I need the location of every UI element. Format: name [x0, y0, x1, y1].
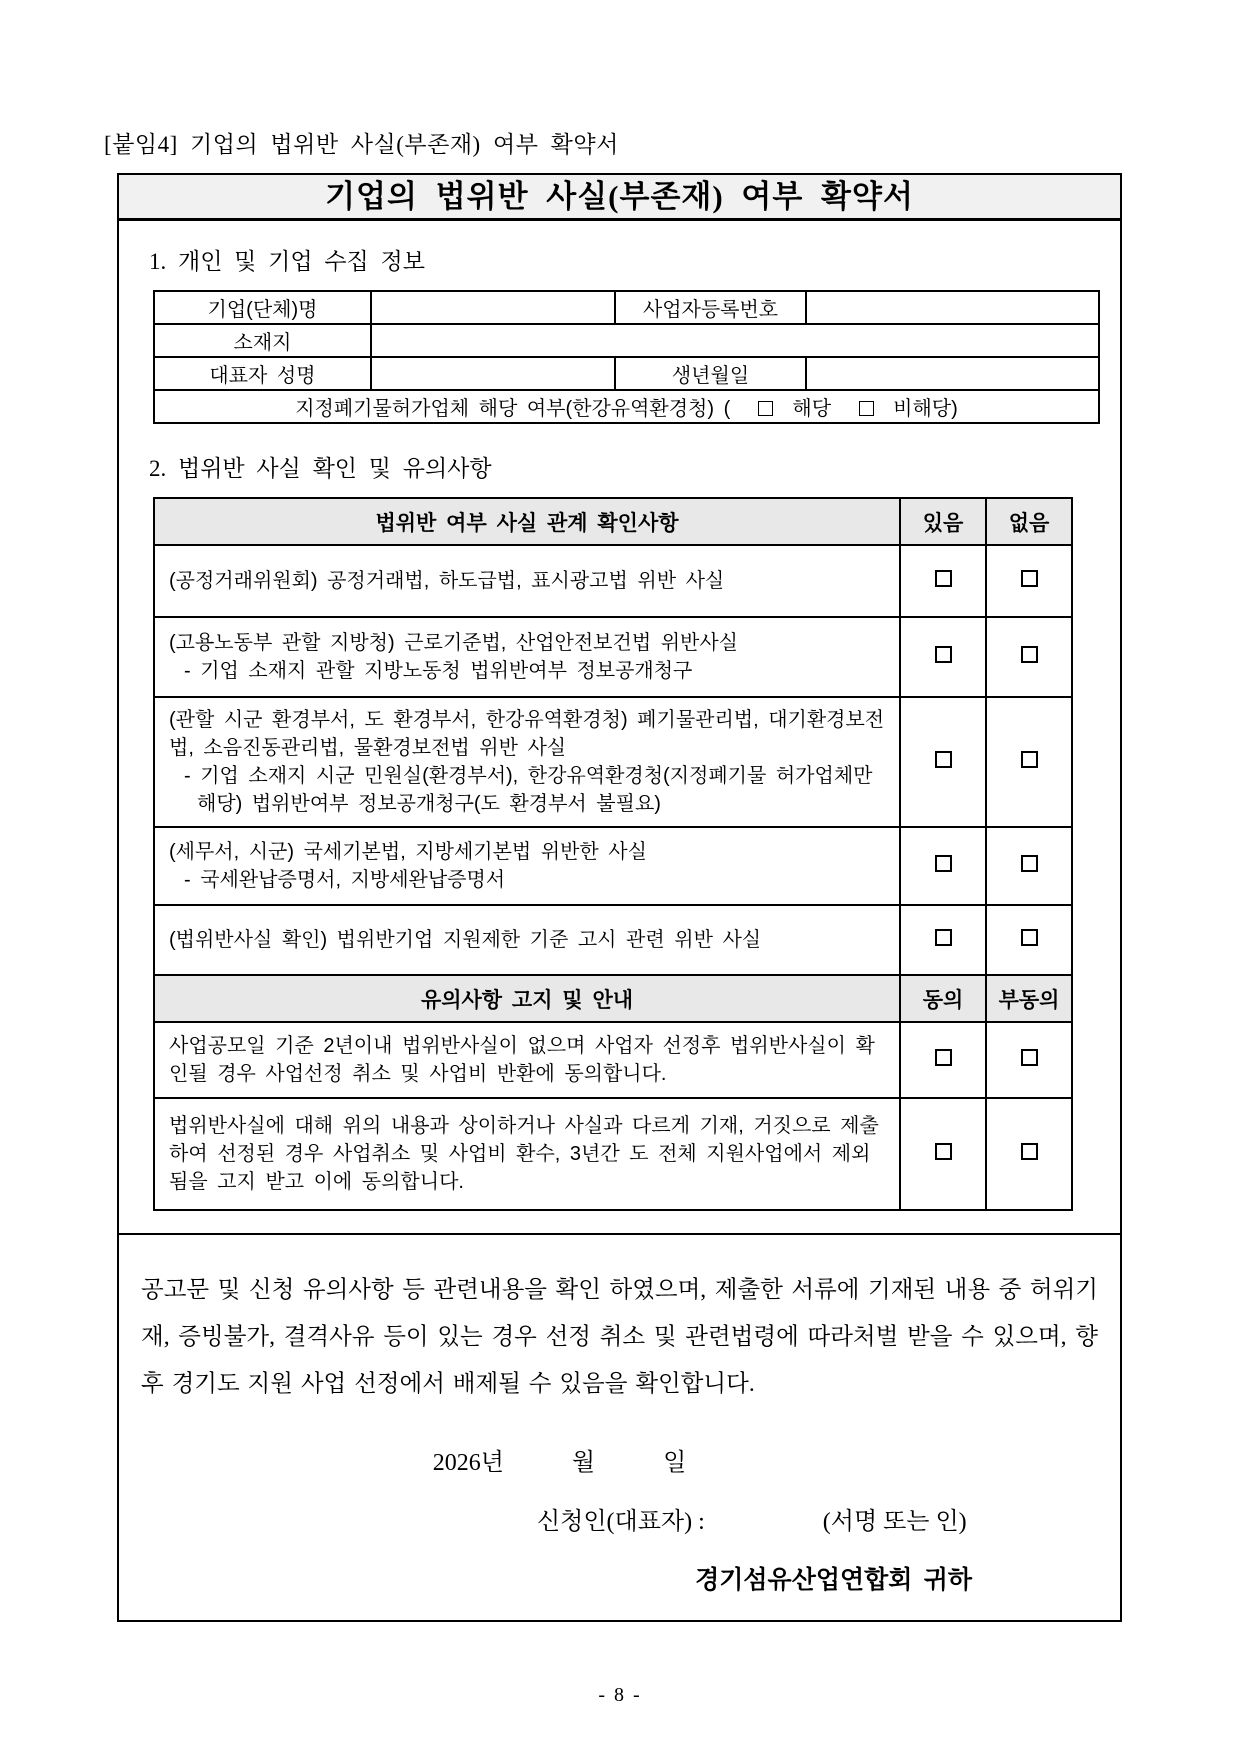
checkbox-row5-no[interactable] — [1021, 929, 1038, 946]
birth-date-field[interactable] — [806, 357, 1099, 390]
business-reg-no-label: 사업자등록번호 — [615, 291, 806, 324]
notice-cell-agree — [900, 1022, 986, 1098]
designated-waste-text: 지정폐기물허가업체 해당 여부(한강유역환경청) ( — [295, 398, 731, 420]
attachment-label: [붙임4] 기업의 법위반 사실(부존재) 여부 확약서 — [104, 132, 619, 157]
check-item-main: (관할 시군 환경부서, 도 환경부서, 한강유역환경청) 폐기물관리법, 대기환경보전법, 소음진동관리법, 물환경보전법 위반 사실 — [169, 709, 885, 759]
checkbox-row1-yes[interactable] — [935, 570, 952, 587]
notice-table-title: 유의사항 고지 및 안내 — [154, 975, 900, 1022]
check-item-sub: - 국세완납증명서, 지방세완납증명서 — [184, 869, 506, 891]
confirmation-paragraph: 공고문 및 신청 유의사항 등 관련내용을 확인 하였으며, 제출한 서류에 기재된 내용 중 허위기재, 증빙불가, 결격사유 등이 있는 경우 선정 취소 및 관련법령에 따라처벌 받을 수 있으며, 향후 경기도 지원 사업 선정에서 배제될 수 있음을 확인합니다. — [141, 1277, 1098, 1397]
check-cell-yes — [900, 827, 986, 905]
checkbox-designated-waste-yes[interactable] — [758, 401, 773, 416]
check-cell-yes — [900, 905, 986, 975]
designated-waste-row — [154, 390, 1099, 423]
page-number: - 8 - — [598, 1684, 642, 1706]
table-row — [154, 291, 1099, 324]
check-cell-no — [986, 545, 1072, 617]
check-item-text — [154, 617, 900, 697]
violation-check-table — [153, 497, 1073, 1211]
table-row — [154, 697, 1072, 827]
table-row — [154, 905, 1072, 975]
section2-heading: 2. 법위반 사실 확인 및 유의사항 — [149, 456, 492, 481]
table-row — [154, 545, 1072, 617]
date-line — [139, 1442, 1100, 1477]
table-row — [154, 1098, 1072, 1210]
table-row — [154, 1022, 1072, 1098]
business-reg-no-field[interactable] — [806, 291, 1099, 324]
date-year: 2026년 — [432, 1450, 504, 1476]
checkbox-notice2-disagree[interactable] — [1021, 1143, 1038, 1160]
date-day: 일 — [663, 1450, 687, 1476]
check-cell-yes — [900, 545, 986, 617]
table-row — [154, 617, 1072, 697]
check-item-text — [154, 827, 900, 905]
signature-note: (서명 또는 인) — [822, 1509, 967, 1535]
checkbox-row2-yes[interactable] — [935, 646, 952, 663]
company-name-label: 기업(단체)명 — [154, 291, 371, 324]
checkbox-row4-no[interactable] — [1021, 855, 1038, 872]
checkbox-row5-yes[interactable] — [935, 929, 952, 946]
table-row — [154, 357, 1099, 390]
checkbox-notice2-agree[interactable] — [935, 1143, 952, 1160]
company-name-field[interactable] — [371, 291, 615, 324]
designated-waste-yes-label: 해당 — [792, 398, 832, 420]
check-table-title: 법위반 여부 사실 관계 확인사항 — [154, 498, 900, 545]
confirmation-section — [119, 1233, 1120, 1620]
checkbox-designated-waste-no[interactable] — [859, 401, 874, 416]
check-item-sub: - 기업 소재지 관할 지방노동청 법위반여부 정보공개청구 — [184, 660, 693, 682]
check-item-text — [154, 905, 900, 975]
check-cell-no — [986, 827, 1072, 905]
table-row — [154, 324, 1099, 357]
notice-cell-agree — [900, 1098, 986, 1210]
ceo-name-label: 대표자 성명 — [154, 357, 371, 390]
check-cell-no — [986, 697, 1072, 827]
checkbox-row3-yes[interactable] — [935, 751, 952, 768]
column-header-no: 없음 — [986, 498, 1072, 545]
form-title: 기업의 법위반 사실(부존재) 여부 확약서 — [119, 175, 1120, 221]
checkbox-row3-no[interactable] — [1021, 751, 1038, 768]
check-item-main: (법위반사실 확인) 법위반기업 지원제한 기준 고시 관련 위반 사실 — [169, 929, 762, 951]
notice-cell-disagree — [986, 1022, 1072, 1098]
check-item-sub: - 기업 소재지 시군 민원실(환경부서), 한강유역환경청(지정폐기물 허가업체만 해당) 법위반여부 정보공개청구(도 환경부서 불필요) — [184, 765, 873, 815]
checkbox-row4-yes[interactable] — [935, 855, 952, 872]
notice-cell-disagree — [986, 1098, 1072, 1210]
check-item-main: (세무서, 시군) 국세기본법, 지방세기본법 위반한 사실 — [169, 841, 647, 863]
column-header-agree: 동의 — [900, 975, 986, 1022]
address-label: 소재지 — [154, 324, 371, 357]
checkbox-row1-no[interactable] — [1021, 570, 1038, 587]
section1-heading: 1. 개인 및 기업 수집 정보 — [149, 249, 425, 274]
check-item-main: (공정거래위원회) 공정거래법, 하도급법, 표시광고법 위반 사실 — [169, 570, 725, 592]
table-row — [154, 827, 1072, 905]
upper-section — [119, 221, 1120, 1233]
notice-item-text: 법위반사실에 대해 위의 내용과 상이하거나 사실과 다르게 기재, 거짓으로 제출하여 선정된 경우 사업취소 및 사업비 환수, 3년간 도 전체 지원사업에서 제외됨을 고지 받고 이에 동의합니다. — [154, 1098, 900, 1210]
ceo-name-field[interactable] — [371, 357, 615, 390]
column-header-yes: 있음 — [900, 498, 986, 545]
table-header-row — [154, 975, 1072, 1022]
recipient-line: 경기섬유산업연합회 귀하 — [695, 1567, 972, 1594]
check-cell-no — [986, 617, 1072, 697]
check-item-text — [154, 697, 900, 827]
check-item-main: (고용노동부 관할 지방청) 근로기준법, 산업안전보건법 위반사실 — [169, 632, 738, 654]
designated-waste-no-label: 비해당) — [893, 398, 958, 420]
date-month: 월 — [571, 1450, 596, 1476]
confirmation-form — [117, 173, 1122, 1622]
company-info-table — [153, 290, 1100, 424]
check-item-text — [154, 545, 900, 617]
birth-date-label: 생년월일 — [615, 357, 806, 390]
column-header-disagree: 부동의 — [986, 975, 1072, 1022]
check-cell-yes — [900, 697, 986, 827]
applicant-label: 신청인(대표자) : — [537, 1509, 705, 1535]
notice-item-text: 사업공모일 기준 2년이내 법위반사실이 없으며 사업자 선정후 법위반사실이 확인될 경우 사업선정 취소 및 사업비 반환에 동의합니다. — [154, 1022, 900, 1098]
check-cell-no — [986, 905, 1072, 975]
checkbox-notice1-agree[interactable] — [935, 1049, 952, 1066]
applicant-line — [139, 1501, 1100, 1536]
table-header-row — [154, 498, 1072, 545]
checkbox-row2-no[interactable] — [1021, 646, 1038, 663]
checkbox-notice1-disagree[interactable] — [1021, 1049, 1038, 1066]
address-field[interactable] — [371, 324, 1099, 357]
table-row — [154, 390, 1099, 423]
check-cell-yes — [900, 617, 986, 697]
